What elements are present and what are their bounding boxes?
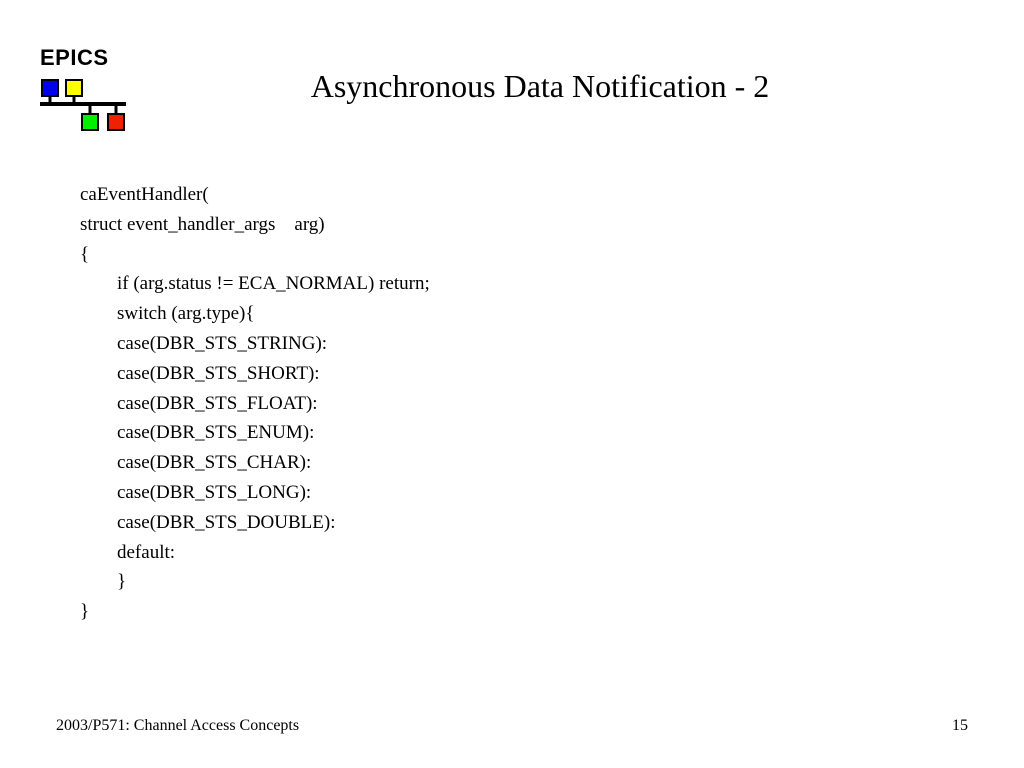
code-line: case(DBR_STS_LONG):	[117, 481, 312, 503]
code-line: struct event_handler_args arg)	[80, 213, 325, 235]
network-icon	[40, 78, 132, 138]
footer-course-label: 2003/P571: Channel Access Concepts	[56, 717, 300, 734]
page-number: 15	[952, 717, 968, 734]
logo-square-red	[108, 114, 124, 130]
code-line: case(DBR_STS_FLOAT):	[117, 392, 318, 414]
epics-logo	[40, 44, 132, 136]
code-line: case(DBR_STS_STRING):	[117, 332, 328, 354]
code-line: if (arg.status != ECA_NORMAL) return;	[117, 273, 430, 295]
code-line: case(DBR_STS_CHAR):	[117, 452, 312, 474]
code-line: case(DBR_STS_DOUBLE):	[117, 511, 336, 533]
code-line: }	[80, 601, 90, 623]
logo-bus-bar	[40, 102, 126, 106]
logo-square-green	[82, 114, 98, 130]
slide-title: Asynchronous Data Notification - 2	[310, 68, 770, 104]
code-line: case(DBR_STS_ENUM):	[117, 422, 315, 444]
code-line: {	[80, 243, 90, 265]
code-line: caEventHandler(	[80, 184, 209, 205]
code-block	[80, 180, 430, 627]
code-line: }	[117, 571, 127, 593]
logo-square-yellow	[66, 80, 82, 96]
code-line: default:	[117, 541, 176, 563]
code-line: case(DBR_STS_SHORT):	[117, 362, 320, 384]
code-line: switch (arg.type){	[117, 303, 255, 325]
logo-text: EPICS	[40, 45, 109, 70]
logo-square-blue	[42, 80, 58, 96]
